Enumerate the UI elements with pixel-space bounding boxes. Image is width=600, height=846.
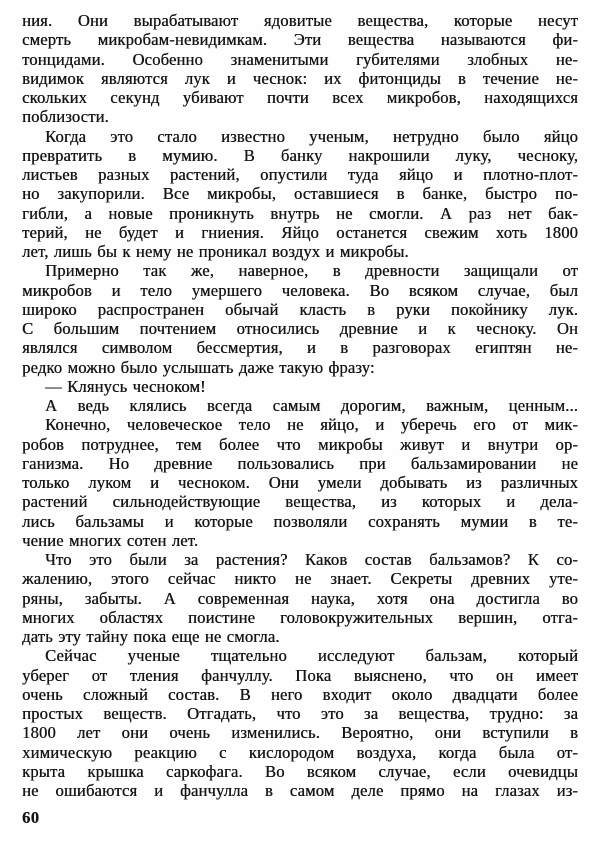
text-line: редко можно было услышать даже такую фразу:: [22, 357, 375, 377]
text-line: Сейчас ученые тщательно исследуют бальзам, который: [45, 646, 578, 666]
text-line: листьев разных растений, опустили туда яйцо и плотно-плот-: [22, 165, 578, 184]
text-line: скольких секунд убивают почти всех микробов, находящихся: [22, 88, 578, 107]
text-line: видимок являются лук и чеснок: их фитонциды в течение не-: [22, 68, 578, 88]
text-line: ряны, забыты. А современная наука, хотя она достигла во: [22, 588, 578, 608]
text-line: являлся символом бессмертия, и в разговорах египтян не-: [22, 338, 578, 358]
text-line: жалению, этого сейчас никто не знает. Секреты древних уте-: [22, 569, 578, 589]
text-line: только луком и чесноком. Они умели добывать из различных: [22, 473, 578, 492]
text-line: чение многих сотен лет.: [22, 530, 199, 550]
text-line: Конечно, человеческое тело не яйцо, и уберечь его от мик-: [45, 415, 578, 435]
text-line: микробов и тело умершего человека. Во всяком случае, был: [22, 280, 578, 300]
text-line: ния. Они вырабатывают ядовитые вещества, которые несут: [22, 11, 578, 30]
text-line: 1800 лет они очень изменились. Вероятно, они вступили в: [22, 723, 578, 743]
text-line: ганизма. Но древние пользовались при бальзамировании не: [22, 453, 578, 473]
text-line: но закупорили. Все микробы, оставшиеся в банке, быстро по-: [22, 184, 578, 204]
text-line: крыта крышка саркофага. Во всяком случае, если очевидцы: [22, 761, 578, 781]
text-line: не ошибаются и фанчулла в самом деле прямо на глазах из-: [22, 781, 578, 800]
text-line: тонцидами. Особенно знаменитыми губителями злобных не-: [22, 49, 578, 69]
text-line: многих областях поистине головокружительных вершин, отга-: [22, 607, 578, 627]
text-line: смерть микробам-невидимкам. Эти вещества называются фи-: [22, 30, 578, 50]
text-line: уберег от тления фанчуллу. Пока выяснено, что он имеет: [22, 665, 578, 685]
text-line: Примерно так же, наверное, в древности защищали от: [45, 261, 578, 281]
text-line: С большим почтением относились древние и к чесноку. Он: [22, 319, 578, 338]
text-line: широко распространен обычай класть в руки покойнику лук.: [22, 299, 578, 319]
text-line: лись бальзамы и которые позволяли сохранять мумии в те-: [22, 511, 578, 531]
page-number: 60: [22, 808, 40, 827]
text-line: растений сильнодействующие вещества, из которых и дела-: [22, 492, 578, 512]
text-line: Что это были за растения? Каков состав бальзамов? К со-: [45, 550, 578, 569]
text-line: лет, лишь бы к нему не проникал воздух и микробы.: [22, 242, 409, 261]
text-line: превратить в мумию. В банку накрошили луку, чесноку,: [22, 145, 578, 165]
text-line: А ведь клялись всегда самым дорогим, важным, ценным...: [45, 396, 578, 415]
text-line: очень сложный состав. В него входит около двадцати более: [22, 684, 578, 704]
text-line: терий, не будет и гниения. Яйцо останется свежим хоть 1800: [22, 222, 578, 242]
text-line: химическую реакцию с кислородом воздуха, когда была от-: [22, 742, 578, 762]
text-line: простых веществ. Отгадать, что это за вещества, трудно: за: [22, 704, 578, 723]
text-line: поблизости.: [22, 107, 109, 127]
text-line: — Клянусь чесноком!: [45, 376, 206, 396]
text-line: Когда это стало известно ученым, нетрудно было яйцо: [45, 126, 578, 146]
text-line: дать эту тайну пока еще не смогла.: [22, 627, 280, 646]
body-text: [22, 11, 578, 800]
text-line: робов потруднее, тем более что микробы живут и внутри ор-: [22, 434, 578, 454]
text-line: гибли, а новые проникнуть внутрь не смогли. А раз нет бак-: [22, 203, 578, 223]
